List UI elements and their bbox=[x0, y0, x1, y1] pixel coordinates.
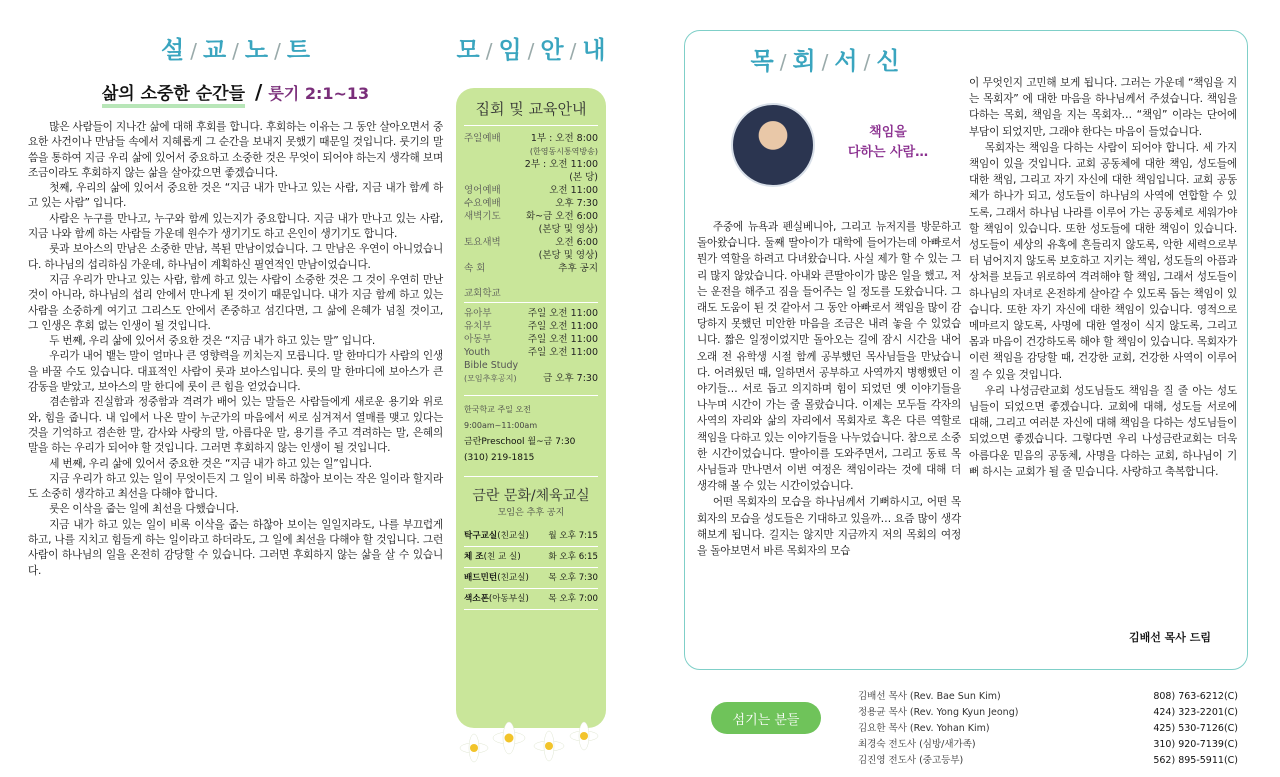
schedule-key: Bible Study bbox=[464, 360, 519, 371]
panel-divider bbox=[464, 395, 598, 396]
letter-paragraph: 어떤 목회자의 모습을 하나님께서 기뻐하시고, 어떤 목회자의 모습을 성도들은 기대하고 있을까… 요즘 많이 생각해보게 됩니다. 길지는 않지만 지금까지 저의 목회의 여정을 돌아보면서 바른 목회자의 모습 bbox=[697, 496, 961, 558]
schedule-row bbox=[464, 359, 598, 372]
schedule-key: 토요새벽 bbox=[464, 237, 501, 248]
heading-letter: 트 bbox=[286, 36, 310, 64]
schedule-key bbox=[464, 145, 508, 158]
schedule-value: 2부 : 오전 11:00 bbox=[524, 159, 598, 170]
meeting-info-section bbox=[452, 30, 610, 760]
schedule-value: 주일 오전 11:00 bbox=[527, 347, 598, 358]
letter-paragraph: 우리 나성금란교회 성도님들도 책임을 질 줄 아는 성도님들이 되었으면 좋겠습니다. 교회에 대해, 성도들 서로에 대해, 그리고 여러분 자신에 대해 책임을 다하는 성도님들이 되었으면 좋겠습니다. 그렇다면 우리 나성금란교회는 더욱 아름다운 믿음의 공동체, 사명을 다하는 교회, 하나님이 기뻐 하시는 교회가 될 줄 믿습니다. 사랑하고 축복합니다. bbox=[969, 384, 1237, 478]
staff-row bbox=[858, 721, 1238, 737]
schedule-key bbox=[464, 171, 508, 184]
schedule-row bbox=[464, 223, 598, 236]
staff-phone: 424) 323-2201(C) bbox=[1153, 707, 1238, 718]
letter-signature: 김배선 목사 드림 bbox=[1128, 631, 1211, 644]
sermon-paragraph: 첫째, 우리의 삶에 있어서 중요한 것은 “지금 내가 만나고 있는 사람, 지금 내가 함께 하고 있는 사람” 입니다. bbox=[28, 182, 443, 210]
pastor-photo bbox=[731, 103, 815, 187]
schedule-row bbox=[464, 307, 598, 320]
schedule-row bbox=[464, 171, 598, 184]
schedule-value bbox=[518, 359, 598, 372]
heading-letter: 회 bbox=[792, 47, 816, 75]
pastor-letter-section bbox=[684, 30, 1248, 670]
class-place: (친교실) bbox=[497, 573, 529, 583]
sermon-note-section bbox=[28, 30, 443, 750]
heading-letter: 서 bbox=[834, 47, 858, 75]
schedule-value: 추후 공지 bbox=[558, 263, 598, 274]
preschool-info: 금란Preschool 월~금 7:30 bbox=[464, 437, 576, 447]
staff-row bbox=[858, 737, 1238, 753]
schedule-row bbox=[464, 145, 598, 158]
sermon-paragraph: 겸손함과 진실함과 정중함과 격려가 배어 있는 말들은 사람들에게 새로운 용기와 위로와, 힘을 줍니다. 내 입에서 나온 말이 누군가의 마음에서 씨로 심겨져서 열매를 맺고 있다는 것을 기억하고 겸손한 말, 감사와 사랑의 말, 아름다운 말, 용기를 주고 격려하는 말, 은혜의 말을 하는 우리가 되어야 할 것입니다. 그러면 후회하지 않는 인생이 될 것입니다. bbox=[28, 396, 443, 455]
staff-phone: 310) 920-7139(C) bbox=[1153, 739, 1238, 750]
class-row bbox=[464, 526, 598, 547]
sermon-paragraph: 지금 우리가 만나고 있는 사람, 함께 하고 있는 사람이 소중한 것은 그 것이 우연히 만난 것이 아니라, 하나님의 섭리 안에서 만나게 된 것이기 때문입니다. 내가 지금 함께 하고 있는 사람을 소중하게 여기고 그리스도 안에서 존중하고 섬긴다면, 그 삶에 은혜가 넘칠 것이고, 그 인생은 후회 없는 인생이 될 것입니다. bbox=[28, 273, 443, 332]
schedule-title: 집회 및 교육안내 bbox=[464, 94, 598, 126]
staff-name: 최경숙 전도사 (심방/새가족) bbox=[858, 739, 976, 750]
staff-list bbox=[858, 689, 1238, 769]
schedule-row bbox=[464, 132, 598, 145]
class-time: 목 오후 7:00 bbox=[548, 594, 598, 604]
schedule-key: (모임추후공지) bbox=[464, 374, 517, 383]
heading-separator: / bbox=[821, 50, 829, 74]
schedule-key: 아동부 bbox=[464, 334, 492, 345]
staff-name: 김요한 목사 (Rev. Yohan Kim) bbox=[858, 723, 990, 734]
schedule-row bbox=[464, 320, 598, 333]
schedule-key bbox=[464, 223, 508, 236]
letter-paragraph: 주중에 뉴욕과 펜실베니아, 그리고 뉴저지를 방문하고 돌아왔습니다. 둘째 딸아이가 대학에 들어가는데 아빠로서 뭔가 역할을 하려고 다녀왔습니다. 사실 제가 할 수 있는 그리 많지 않았습니다. 아내와 큰딸아이가 많은 일을 했고, 저는 운전을 해주고 짐을 들어주는 일 정도를 도왔습니다. 그래도 도움이 된 것 같아서 그 동안 아빠로서 책임을 많이 감당하지 못했던 미안한 마음을 조금은 내려 놓을 수 있었습니다. 짧은 일정이었지만 돌아오는 길에 잠시 시간을 내어 오래 전 유학생 시절 함께 공부했던 목사님들을 만났습니다. 어려웠던 때, 일하면서 공부하고 사역까지 병행했던 이야기들… 서로 돕고 의지하며 힘이 되었던 옛 이야기들을 나누며 시간이 가는 줄 몰랐습니다. 이제는 모두들 각자의 사역의 자리와 삶의 자리에서 목회자로 혹은 다른 역할로 책임을 다하고 있는 이야기들을 나누었습니다. 참으로 소중한 시간이었습니다. 딸아이를 도와주면서, 그리고 동료 목사님들과 만나면서 이번 여정은 책임이라는 것에 대해 더 생각해 볼 수 있는 시간이었습니다. bbox=[697, 221, 961, 493]
title-slash: / bbox=[255, 80, 263, 104]
schedule-key: 유치부 bbox=[464, 321, 492, 332]
sermon-paragraph: 세 번째, 우리 삶에 있어서 중요한 것은 “지금 내가 하고 있는 일”입니다. bbox=[49, 457, 372, 470]
tagline-line: 다하는 사람… bbox=[847, 145, 929, 160]
schedule-key: 영어예배 bbox=[464, 185, 501, 196]
heading-letter: 교 bbox=[202, 36, 227, 64]
sermon-title: 삶의 소중한 순간들 bbox=[102, 79, 245, 108]
heading-letter: 신 bbox=[876, 47, 900, 75]
letter-right-column bbox=[969, 75, 1237, 480]
schedule-value: (본 당) bbox=[569, 172, 598, 183]
sermon-note-heading bbox=[28, 30, 443, 65]
letter-tagline bbox=[833, 123, 943, 163]
heading-letter: 임 bbox=[498, 36, 522, 64]
worship-schedule bbox=[464, 132, 598, 275]
staff-name: 김배선 목사 (Rev. Bae Sun Kim) bbox=[858, 691, 1001, 702]
class-row bbox=[464, 589, 598, 610]
heading-separator: / bbox=[232, 39, 239, 63]
heading-letter: 노 bbox=[244, 36, 269, 64]
schedule-key: 수요예배 bbox=[464, 198, 501, 209]
schedule-row bbox=[464, 197, 598, 210]
daisy-decoration-icon bbox=[454, 708, 604, 768]
heading-letter: 모 bbox=[456, 36, 480, 64]
schedule-row bbox=[464, 184, 598, 197]
schedule-row bbox=[464, 372, 598, 385]
schedule-row bbox=[464, 249, 598, 262]
schedule-value: 화~금 오전 6:00 bbox=[525, 211, 598, 222]
sermon-paragraph: 우리가 내어 뱉는 말이 얼마나 큰 영향력을 끼치는지 모릅니다. 말 한마디가 사람의 인생을 바꿀 수도 있습니다. 대표적인 사람이 룻과 보아스입니다. 룻의 말 한마디에 보아스가 큰 감동을 받았고, 보아스의 말 한디에 룻이 큰 힘을 얻었습니다. bbox=[28, 350, 443, 394]
heading-separator: / bbox=[863, 50, 871, 74]
schedule-value: 주일 오전 11:00 bbox=[527, 308, 598, 319]
schedule-key bbox=[464, 158, 508, 171]
heading-letter: 내 bbox=[582, 36, 606, 64]
schedule-panel bbox=[456, 88, 606, 728]
schedule-key: 새벽기도 bbox=[464, 211, 501, 222]
schedule-value: 오전 11:00 bbox=[549, 185, 598, 196]
class-time: 화 오후 6:15 bbox=[548, 552, 598, 562]
class-name: 탁구교실 bbox=[464, 531, 498, 541]
staff-name: 정용균 목사 (Rev. Yong Kyun Jeong) bbox=[858, 707, 1019, 718]
sermon-paragraph: 지금 우리가 하고 있는 일이 무엇이든지 그 일이 비록 하찮아 보이는 작은 일이라 할지라도 소중히 생각하고 최선을 다해야 합니다. bbox=[28, 472, 443, 501]
church-school-schedule bbox=[464, 307, 598, 385]
schedule-value: 1부 : 오전 8:00 bbox=[530, 133, 598, 144]
class-name: 색소폰 bbox=[464, 594, 489, 604]
pastor-letter-heading bbox=[685, 41, 965, 76]
heading-separator: / bbox=[527, 39, 535, 63]
class-place: (친 교 실) bbox=[483, 552, 521, 562]
heading-separator: / bbox=[274, 39, 281, 63]
tagline-line: 책임을 bbox=[869, 125, 907, 140]
class-time: 목 오후 7:30 bbox=[548, 573, 598, 583]
sermon-paragraph: 지금 내가 하고 있는 일이 비록 이삭을 줍는 하찮아 보이는 일일지라도, 나를 부끄럽게 하고, 나를 지치고 힘들게 하는 일이라고 하더라도, 그 일에 최선을 다해야 할 것입니다. 그런 사람이 하나님의 일을 온전히 감당할 수 있습니다. 그러면 후회하지 않는 삶을 살 수 있습니다. bbox=[28, 518, 443, 577]
class-row bbox=[464, 568, 598, 589]
schedule-key: 주일예배 bbox=[464, 133, 501, 144]
sermon-title-row bbox=[28, 79, 443, 108]
schedule-row bbox=[464, 333, 598, 346]
letter-paragraph: 목회자는 책임을 다하는 사람이 되어야 합니다. 세 가지 책임이 있을 것입니다. 교회 공동체에 대한 책임, 성도들에 대한 책임, 그리고 자기 자신에 대한 책임입니다. 교회 공동체가 하나가 되고, 성도들이 하나님의 사역에 연합할 수 있도록, 그래서 하나님 나라를 이루어 가는 공동체로 세워가야 할 책임이 있습니다. 또한 성도들에 대한 책임이 있습니다. 성도들이 세상의 유혹에 흔들리지 않도록, 악한 세력으로부터 넘어지지 않도록 보호하고 지키는 책임, 성도들의 아픔과 상처를 보듬고 위로하여 격려해야 할 책임, 그래서 성도들이 하나님의 자녀로 온전하게 살아갈 수 있도록 돕는 책임이 있습니다. 또한 자기 자신에 대한 책임이 있습니다. 영적으로 메마르지 않도록, 사명에 대한 열정이 식지 않도록, 그리고 몸과 마음이 건강하도록 해야 할 책임이 있습니다. 목회자가 이런 책임을 감당할 때, 건강한 교회, 건강한 사역이 이루어질 수 있을 것입니다. bbox=[969, 141, 1237, 381]
heading-separator: / bbox=[485, 39, 493, 63]
schedule-key: 유아부 bbox=[464, 308, 492, 319]
staff-row bbox=[858, 689, 1238, 705]
class-name: 체 조 bbox=[464, 552, 484, 562]
schedule-value: 주일 오전 11:00 bbox=[527, 321, 598, 332]
class-row bbox=[464, 547, 598, 568]
staff-row bbox=[858, 705, 1238, 721]
culture-class-title: 금란 문화/체육교실 bbox=[464, 476, 598, 505]
schedule-value: (한영동시통역방송) bbox=[529, 147, 598, 156]
scripture-reference: 룻기 2:1~13 bbox=[268, 84, 370, 103]
korean-school-info: 한국학교 주일 오전 9:00am~11:00am bbox=[464, 405, 538, 430]
letter-paragraph: 이 무엇인지 고민해 보게 됩니다. 그러는 가운데 “책임을 지는 목회자” 에 대한 마음을 하나님께서 주셨습니다. 책임을 다하는 목회, 책임을 지는 목회자… “책임” 이라는 단어에 부담이 되었지만, 그래야 한다는 마음이 들었습니다. bbox=[969, 77, 1237, 138]
schedule-value: (본당 및 영상) bbox=[538, 250, 598, 261]
schedule-row bbox=[464, 346, 598, 359]
heading-separator: / bbox=[779, 50, 787, 74]
staff-label-badge: 섬기는 분들 bbox=[711, 702, 821, 734]
staff-phone: 425) 530-7126(C) bbox=[1153, 723, 1238, 734]
schedule-key bbox=[464, 249, 508, 262]
sermon-paragraph: 많은 사람들이 지나간 삶에 대해 후회를 합니다. 후회하는 이유는 그 동안 살아오면서 중요한 사건이나 만남들 속에서 지혜롭게 그 순간을 보내지 못했기 때문일 것입니다. 룻기의 말씀을 통하여 지금 우리 삶에 있어서 중요하고 소중한 것은 무엇이 되어야 하는지 생각해 보며 조금이라도 후회하지 않는 삶을 살아갔으면 좋겠습니다. bbox=[28, 121, 443, 179]
schedule-value: 오후 7:30 bbox=[555, 198, 598, 209]
heading-letter: 안 bbox=[540, 36, 564, 64]
schedule-key: Youth bbox=[464, 347, 491, 358]
sermon-paragraph: 사람은 누구를 만나고, 누구와 함께 있는지가 중요합니다. 지금 내가 만나고 있는 사람, 지금 나와 함께 하는 사람들 가운데 원수가 생기기도 하고 은인이 생기기도 합니다. bbox=[28, 212, 443, 241]
sermon-paragraph: 룻은 이삭을 줍는 일에 최선을 다했습니다. bbox=[49, 503, 239, 516]
sermon-body bbox=[28, 120, 443, 579]
preschool-phone: (310) 219-1815 bbox=[464, 453, 535, 463]
heading-separator: / bbox=[569, 39, 577, 63]
class-place: (아동부실) bbox=[488, 594, 529, 604]
staff-name: 김진영 전도사 (중고등부) bbox=[858, 755, 964, 766]
meeting-info-heading bbox=[452, 30, 610, 65]
staff-phone: 808) 763-6212(C) bbox=[1153, 691, 1238, 702]
schedule-value: 주일 오전 11:00 bbox=[527, 334, 598, 345]
schedule-row bbox=[464, 210, 598, 223]
schedule-value: 오전 6:00 bbox=[555, 237, 598, 248]
heading-letter: 설 bbox=[161, 36, 185, 64]
schedule-value: (본당 및 영상) bbox=[538, 224, 598, 235]
class-place: (친교실) bbox=[497, 531, 529, 541]
class-name: 배드민턴 bbox=[464, 573, 498, 583]
sermon-paragraph: 두 번째, 우리 삶에 있어서 중요한 것은 “지금 내가 하고 있는 말” 입니다. bbox=[49, 335, 376, 348]
schedule-row bbox=[464, 262, 598, 275]
schedule-value: 금 오후 7:30 bbox=[543, 373, 598, 384]
heading-letter: 목 bbox=[750, 47, 774, 75]
heading-separator: / bbox=[190, 39, 197, 63]
sermon-paragraph: 룻과 보아스의 만남은 소중한 만남, 복된 만남이었습니다. 그 만남은 우연이 아니었습니다. 하나님의 섭리하심 가운데, 하나님이 계획하신 필연적인 만남이었습니다. bbox=[28, 243, 443, 271]
schedule-row bbox=[464, 236, 598, 249]
culture-class-subtitle: 모임은 추후 공지 bbox=[497, 508, 565, 518]
letter-left-column bbox=[697, 219, 961, 559]
staff-row bbox=[858, 753, 1238, 769]
schedule-row bbox=[464, 158, 598, 171]
church-school-label: 교회학교 bbox=[464, 285, 598, 303]
class-time: 월 오후 7:15 bbox=[548, 531, 598, 541]
staff-phone: 562) 895-5911(C) bbox=[1153, 755, 1238, 766]
schedule-key: 속 회 bbox=[464, 263, 486, 274]
